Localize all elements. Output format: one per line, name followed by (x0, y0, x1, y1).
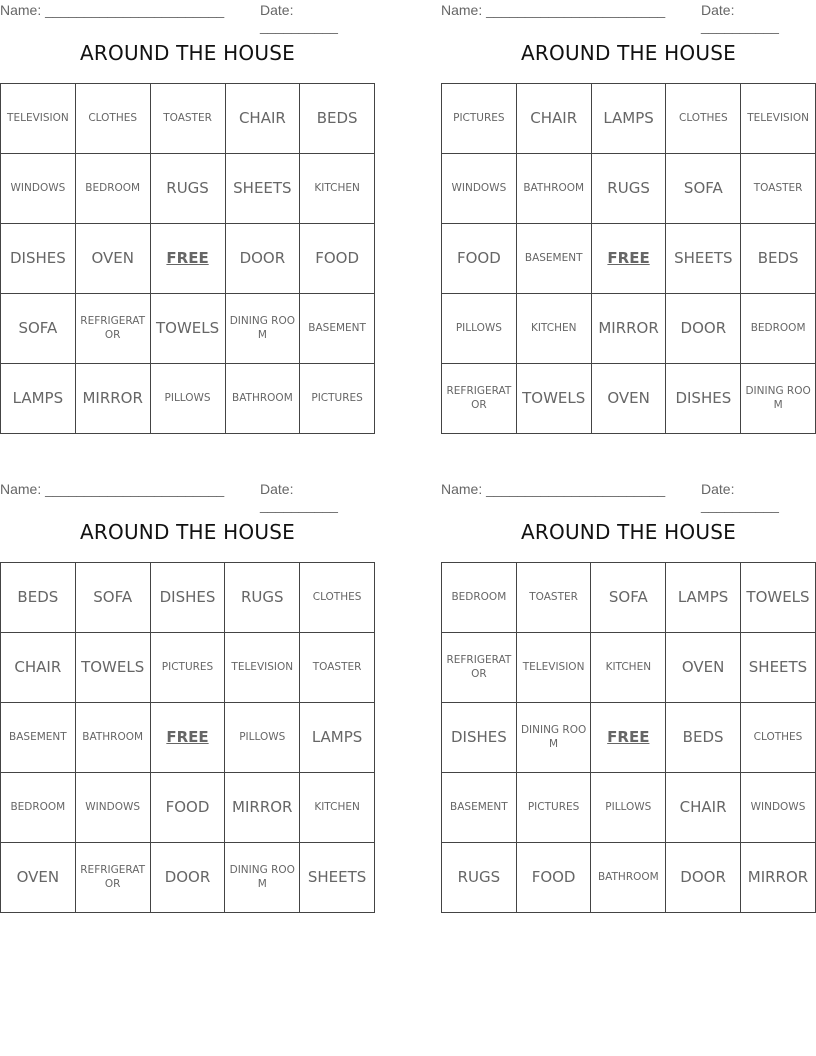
bingo-cell: OVEN (666, 633, 741, 703)
bingo-cell: DINING ROOM (225, 294, 300, 364)
bingo-grid (0, 83, 375, 434)
bingo-grid (441, 83, 816, 434)
bingo-cell: PICTURES (150, 633, 225, 703)
grid-row (1, 224, 375, 294)
bingo-cell: KITCHEN (591, 633, 666, 703)
date-field-label: Date: __________ (701, 481, 779, 513)
bingo-cell: CLOTHES (666, 84, 741, 154)
bingo-grid (0, 562, 375, 913)
card-header (441, 0, 816, 34)
bingo-cell: RUGS (150, 154, 225, 224)
grid-row (442, 773, 816, 843)
bingo-cell: BATHROOM (591, 843, 666, 913)
bingo-cell: TELEVISION (225, 633, 300, 703)
bingo-cell: MIRROR (741, 843, 816, 913)
bingo-card-2 (441, 0, 816, 411)
grid-row (1, 294, 375, 364)
bingo-cell: WINDOWS (741, 773, 816, 843)
bingo-cell: RUGS (591, 154, 666, 224)
bingo-cell: WINDOWS (442, 154, 517, 224)
bingo-cell: CHAIR (225, 84, 300, 154)
bingo-cell: OVEN (1, 843, 76, 913)
bingo-cell: REFRIGERATOR (75, 294, 150, 364)
bingo-cell: TOASTER (741, 154, 816, 224)
card-title: AROUND THE HOUSE (521, 520, 736, 544)
bingo-card-1 (0, 0, 375, 408)
bingo-cell: BATHROOM (75, 703, 150, 773)
card-title: AROUND THE HOUSE (521, 41, 736, 65)
bingo-cell: LAMPS (1, 364, 76, 434)
bingo-cell: DINING ROOM (741, 364, 816, 434)
bingo-cell: DOOR (225, 224, 300, 294)
grid-row (1, 563, 375, 633)
free-space-cell: FREE (591, 703, 666, 773)
grid-row (442, 843, 816, 913)
bingo-cell: RUGS (442, 843, 517, 913)
bingo-cell: SHEETS (225, 154, 300, 224)
bingo-cell: TOWELS (75, 633, 150, 703)
bingo-cell: WINDOWS (1, 154, 76, 224)
grid-row (442, 633, 816, 703)
bingo-cell: SOFA (666, 154, 741, 224)
free-space-cell: FREE (591, 224, 666, 294)
bingo-cell: BEDROOM (442, 563, 517, 633)
grid-row (1, 364, 375, 434)
bingo-cell: BEDS (741, 224, 816, 294)
bingo-cell: REFRIGERATOR (442, 633, 517, 703)
bingo-cell: BEDROOM (75, 154, 150, 224)
bingo-cell: MIRROR (225, 773, 300, 843)
bingo-cell: MIRROR (591, 294, 666, 364)
bingo-cell: CLOTHES (75, 84, 150, 154)
bingo-cell: BEDS (300, 84, 375, 154)
grid-row (442, 154, 816, 224)
bingo-cell: CHAIR (516, 84, 591, 154)
bingo-cell: CLOTHES (741, 703, 816, 773)
bingo-cell: PICTURES (300, 364, 375, 434)
bingo-cell: DISHES (666, 364, 741, 434)
bingo-cell: DISHES (442, 703, 517, 773)
bingo-cell: WINDOWS (75, 773, 150, 843)
grid-row (1, 843, 375, 913)
grid-row (442, 703, 816, 773)
bingo-cell: KITCHEN (300, 154, 375, 224)
bingo-cell: PILLOWS (150, 364, 225, 434)
bingo-cell: RUGS (225, 563, 300, 633)
bingo-cell: BASEMENT (442, 773, 517, 843)
grid-row (442, 563, 816, 633)
bingo-cell: PICTURES (442, 84, 517, 154)
bingo-cell: TOWELS (150, 294, 225, 364)
bingo-cell: DINING ROOM (516, 703, 591, 773)
bingo-cell: PILLOWS (442, 294, 517, 364)
bingo-cell: FOOD (150, 773, 225, 843)
bingo-cell: OVEN (591, 364, 666, 434)
bingo-cell: DOOR (150, 843, 225, 913)
bingo-cell: BASEMENT (1, 703, 76, 773)
grid-row (1, 154, 375, 224)
bingo-cell: BATHROOM (225, 364, 300, 434)
bingo-cell: BEDS (1, 563, 76, 633)
grid-row (1, 633, 375, 703)
free-space-cell: FREE (150, 224, 225, 294)
grid-row (442, 364, 816, 434)
bingo-cell: DISHES (150, 563, 225, 633)
bingo-cell: BEDS (666, 703, 741, 773)
grid-row (442, 224, 816, 294)
bingo-cell: BASEMENT (516, 224, 591, 294)
grid-row (1, 84, 375, 154)
grid-row (442, 84, 816, 154)
bingo-cell: DOOR (666, 843, 741, 913)
card-title: AROUND THE HOUSE (80, 41, 295, 65)
bingo-cell: TOWELS (516, 364, 591, 434)
bingo-cell: TELEVISION (516, 633, 591, 703)
bingo-cell: TOASTER (150, 84, 225, 154)
bingo-cell: TOASTER (300, 633, 375, 703)
bingo-cell: SOFA (1, 294, 76, 364)
name-field-label: Name: _______________________ (441, 2, 666, 18)
grid-row (442, 294, 816, 364)
bingo-cell: SHEETS (666, 224, 741, 294)
bingo-cell: TELEVISION (1, 84, 76, 154)
bingo-cell: TOASTER (516, 563, 591, 633)
date-field-label: Date: __________ (701, 2, 779, 34)
name-field-label: Name: _______________________ (441, 481, 666, 497)
bingo-card-4 (441, 479, 816, 887)
free-space-cell: FREE (150, 703, 225, 773)
bingo-cell: SOFA (75, 563, 150, 633)
bingo-cell: FOOD (442, 224, 517, 294)
bingo-cell: KITCHEN (300, 773, 375, 843)
bingo-card-3 (0, 479, 375, 890)
bingo-cell: TELEVISION (741, 84, 816, 154)
date-field-label: Date: __________ (260, 2, 338, 34)
card-header (0, 0, 375, 34)
bingo-cell: LAMPS (591, 84, 666, 154)
bingo-cell: REFRIGERATOR (442, 364, 517, 434)
bingo-cell: SHEETS (741, 633, 816, 703)
bingo-grid (441, 562, 816, 913)
bingo-cell: CHAIR (666, 773, 741, 843)
grid-row (1, 773, 375, 843)
name-field-label: Name: _______________________ (0, 2, 225, 18)
bingo-cell: BEDROOM (1, 773, 76, 843)
card-header (0, 479, 375, 513)
bingo-cell: CHAIR (1, 633, 76, 703)
bingo-cell: FOOD (516, 843, 591, 913)
bingo-cell: DOOR (666, 294, 741, 364)
grid-row (1, 703, 375, 773)
bingo-cell: BATHROOM (516, 154, 591, 224)
name-field-label: Name: _______________________ (0, 481, 225, 497)
bingo-cell: DINING ROOM (225, 843, 300, 913)
bingo-cell: TOWELS (741, 563, 816, 633)
bingo-cell: PILLOWS (591, 773, 666, 843)
date-field-label: Date: __________ (260, 481, 338, 513)
bingo-cell: BASEMENT (300, 294, 375, 364)
bingo-cell: FOOD (300, 224, 375, 294)
bingo-cell: BEDROOM (741, 294, 816, 364)
card-header (441, 479, 816, 513)
bingo-cell: REFRIGERATOR (75, 843, 150, 913)
bingo-cell: SOFA (591, 563, 666, 633)
card-title: AROUND THE HOUSE (80, 520, 295, 544)
bingo-cell: SHEETS (300, 843, 375, 913)
bingo-cell: LAMPS (666, 563, 741, 633)
bingo-cell: OVEN (75, 224, 150, 294)
bingo-cell: MIRROR (75, 364, 150, 434)
bingo-cell: KITCHEN (516, 294, 591, 364)
bingo-cell: LAMPS (300, 703, 375, 773)
bingo-cell: PICTURES (516, 773, 591, 843)
bingo-cell: CLOTHES (300, 563, 375, 633)
bingo-cell: DISHES (1, 224, 76, 294)
bingo-cell: PILLOWS (225, 703, 300, 773)
